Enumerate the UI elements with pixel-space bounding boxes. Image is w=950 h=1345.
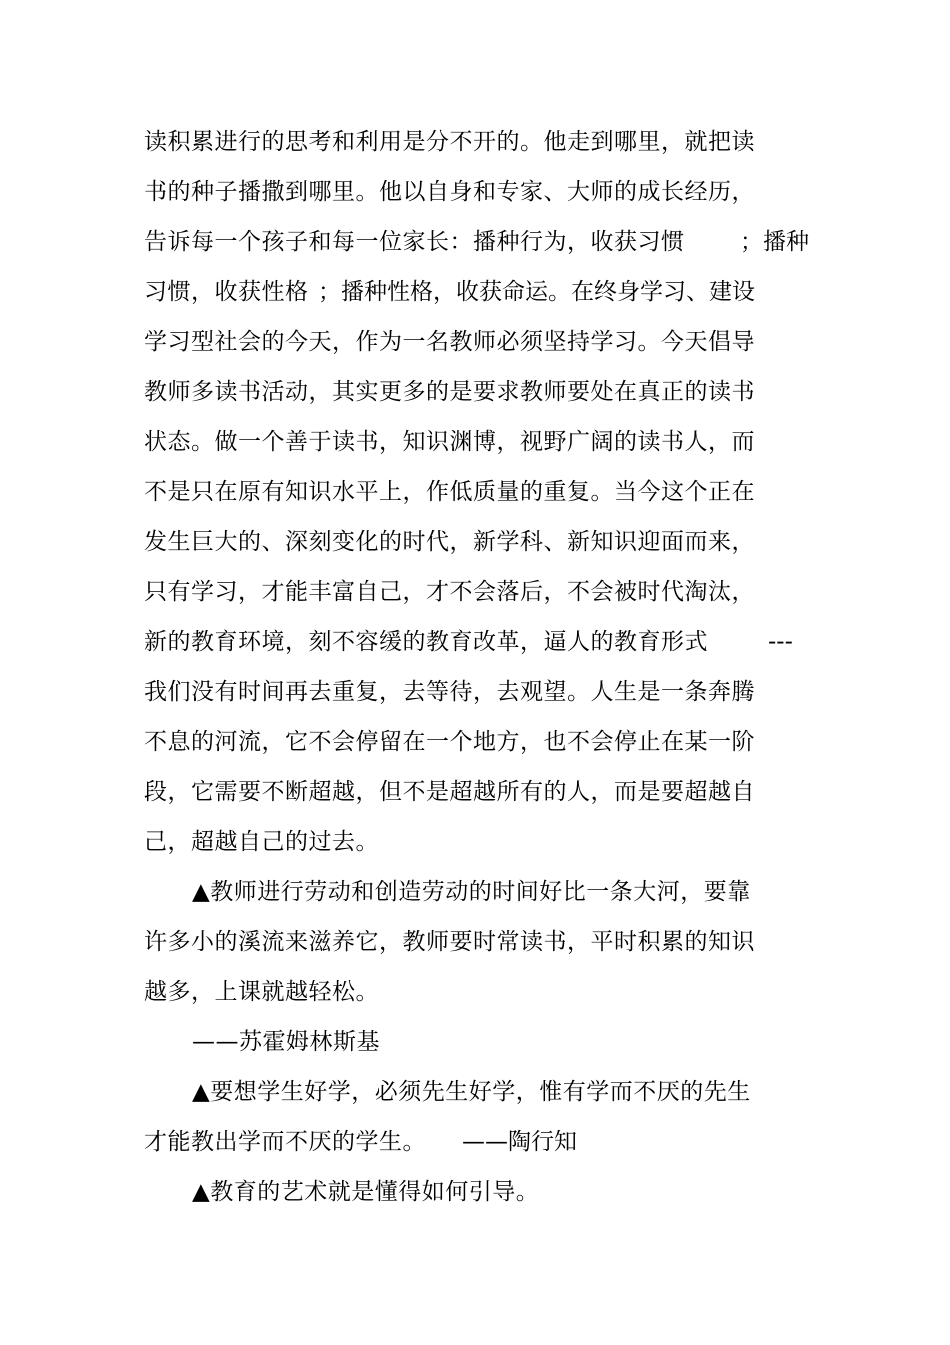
- quote-text-line: 许多小的溪流来滋养它，教师要时常读书，平时积累的知识: [144, 929, 755, 955]
- body-text-line: 我们没有时间再去重复，去等待，去观望。人生是一条奔腾: [144, 679, 755, 705]
- body-text-line: 书的种子播撒到哪里。他以自身和专家、大师的成长经历，: [144, 179, 755, 205]
- quote-text-line: ▲要想学生好学，必须先生好学，惟有学而不厌的先生: [192, 1079, 751, 1105]
- body-text-line: 习惯，收获性格: [144, 279, 309, 305]
- body-text-line: 只有学习，才能丰富自己，才不会落后，不会被时代淘汰，: [144, 579, 755, 605]
- body-text-fragment: ；播种性格，收获命运。在终身学习、建设: [318, 279, 755, 305]
- quote-text-line: ▲教育的艺术就是懂得如何引导。: [192, 1179, 540, 1205]
- body-text-line: 读积累进行的思考和利用是分不开的。他走到哪里，就把读: [144, 129, 755, 155]
- body-text-fragment: ；播种: [740, 229, 809, 255]
- body-text-fragment: ---: [768, 629, 793, 655]
- body-text-line: 状态。做一个善于读书，知识渊博，视野广阔的读书人，而: [144, 429, 755, 455]
- body-text-line: 段，它需要不断超越，但不是超越所有的人，而是要超越自: [144, 779, 755, 805]
- body-text-line: 发生巨大的、深刻变化的时代，新学科、新知识迎面而来，: [144, 529, 755, 555]
- quote-attribution: ——陶行知: [462, 1129, 577, 1155]
- quote-text-line: 越多，上课就越轻松。: [144, 979, 379, 1005]
- quote-text-line: 才能教出学而不厌的学生。: [144, 1129, 426, 1155]
- quote-attribution: ——苏霍姆林斯基: [192, 1029, 380, 1055]
- body-text-line: 不是只在原有知识水平上，作低质量的重复。当今这个正在: [144, 479, 755, 505]
- quote-text-line: ▲教师进行劳动和创造劳动的时间好比一条大河，要靠: [192, 879, 751, 905]
- body-text-line: 己，超越自己的过去。: [144, 829, 379, 855]
- body-text-line: 不息的河流，它不会停留在一个地方，也不会停止在某一阶: [144, 729, 755, 755]
- body-text-line: 学习型社会的今天，作为一名教师必须坚持学习。今天倡导: [144, 329, 755, 355]
- body-text-line: 教师多读书活动，其实更多的是要求教师要处在真正的读书: [144, 379, 755, 405]
- body-text-line: 新的教育环境，刻不容缓的教育改革，逼人的教育形式: [144, 629, 708, 655]
- body-text-line: 告诉每一个孩子和每一位家长：播种行为，收获习惯: [144, 229, 685, 255]
